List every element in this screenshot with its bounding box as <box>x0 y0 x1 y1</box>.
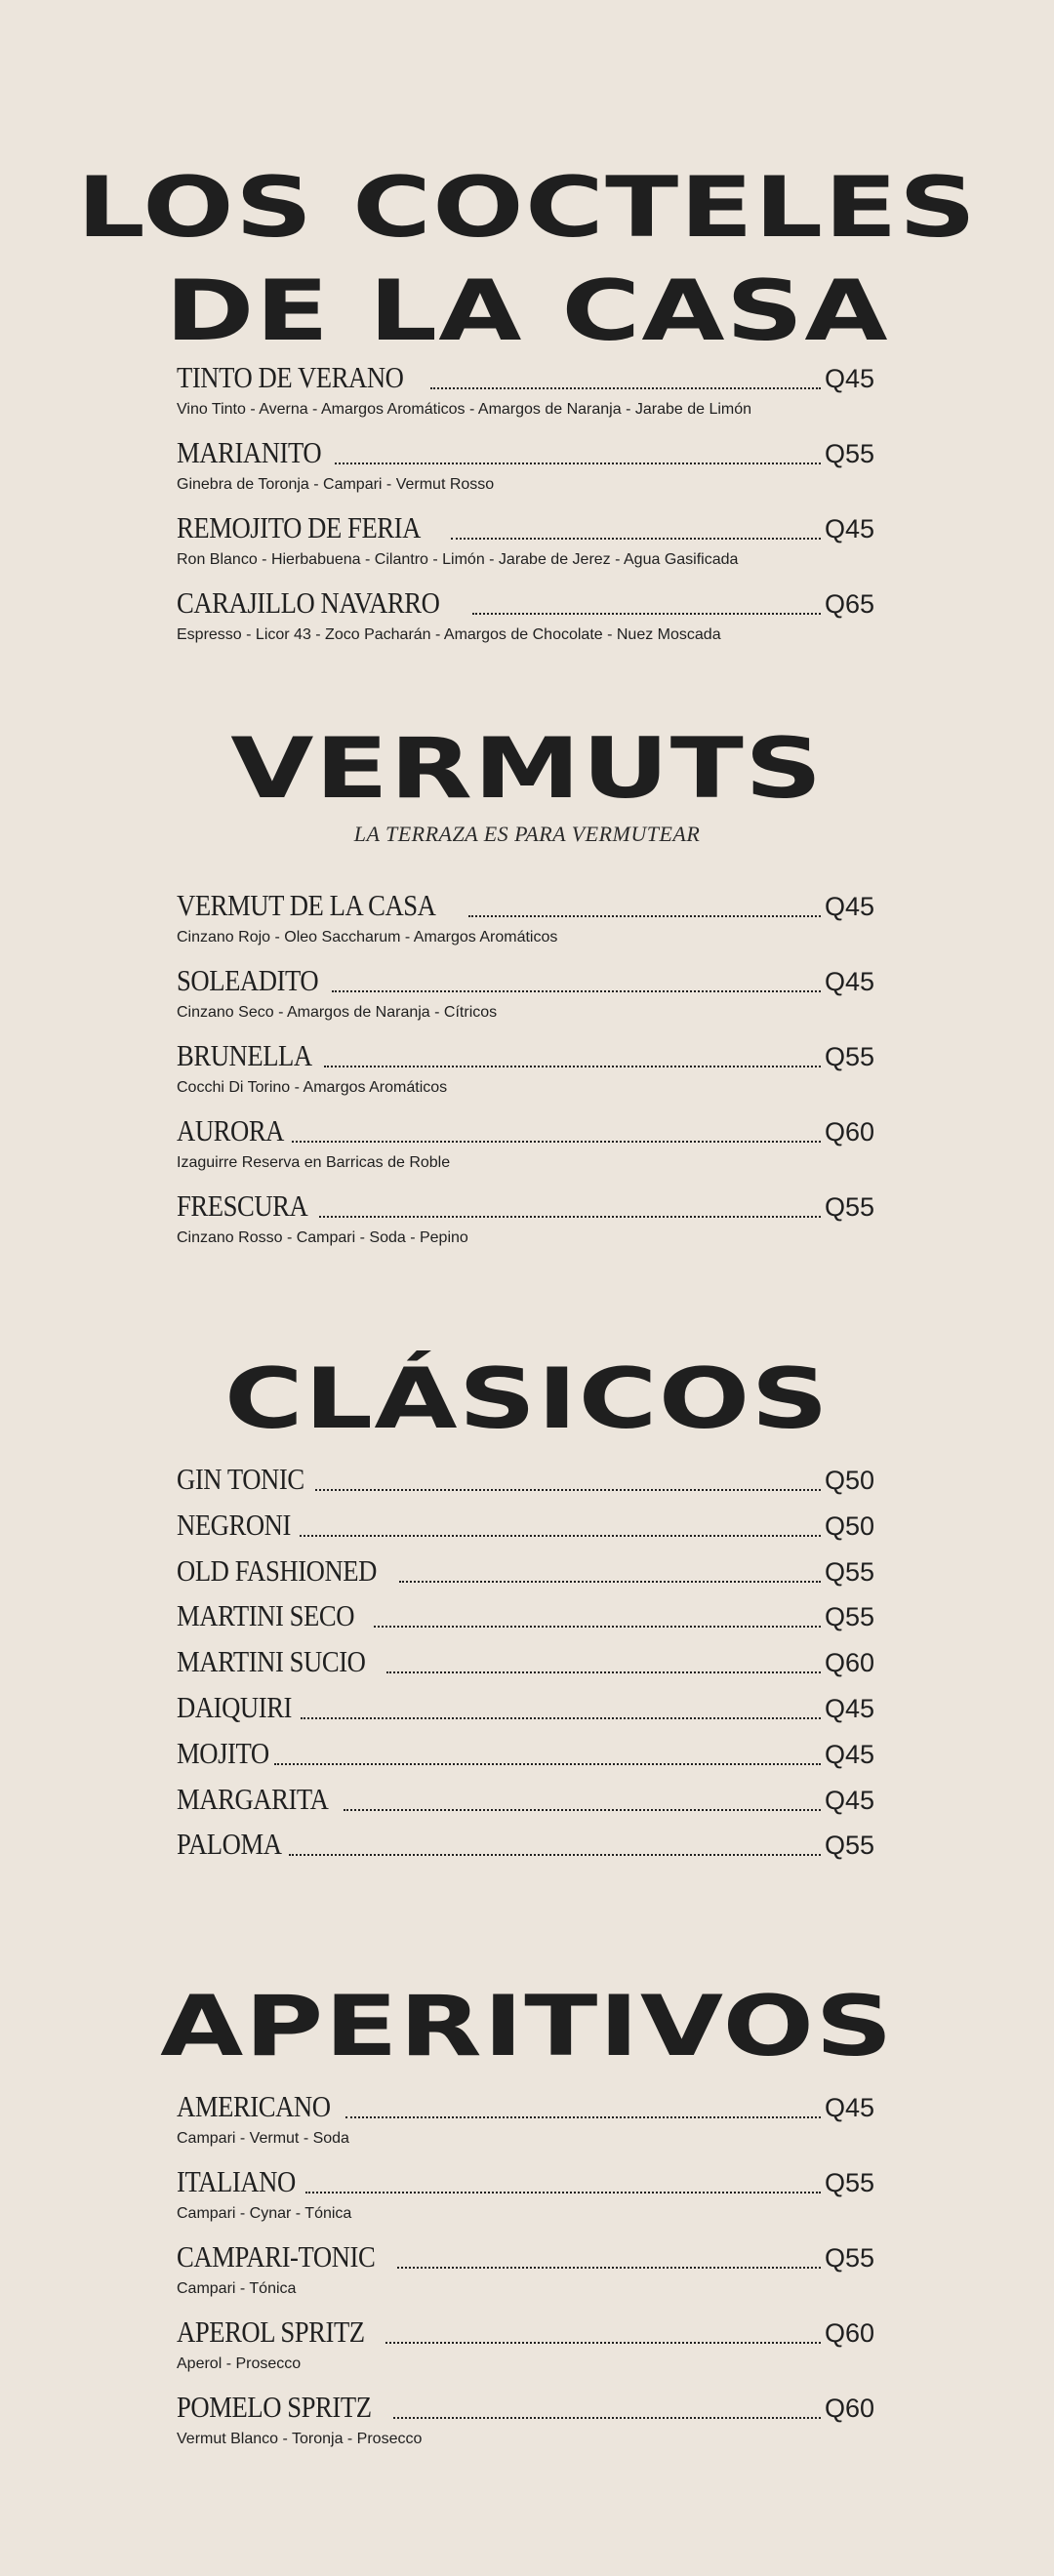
menu-item <box>177 1777 874 1823</box>
item-description: Ron Blanco - Hierbabuena - Cilantro - Limón - Jarabe de Jerez - Agua Gasificada <box>177 551 739 568</box>
item-name: POMELO SPRITZ <box>177 2390 372 2424</box>
item-description: Campari - Cynar - Tónica <box>177 2205 352 2222</box>
item-price: Q45 <box>824 1785 874 1815</box>
dot-leader <box>292 1141 821 1143</box>
dot-leader <box>344 1809 821 1811</box>
item-description: Espresso - Licor 43 - Zoco Pacharán - Amargos de Chocolate - Nuez Moscada <box>177 626 721 643</box>
dot-leader <box>472 613 821 615</box>
item-price: Q60 <box>824 2318 874 2348</box>
section-title <box>0 1350 1054 1448</box>
dot-leader <box>315 1489 821 1491</box>
item-name: GIN TONIC <box>177 1462 304 1496</box>
menu-item <box>177 2385 874 2460</box>
item-description: Aperol - Prosecco <box>177 2355 302 2372</box>
menu-item <box>177 430 874 505</box>
menu-item <box>177 1593 874 1639</box>
section-cocteles-casa <box>0 156 1054 363</box>
dot-leader <box>374 1626 821 1628</box>
menu-item <box>177 505 874 581</box>
item-name: AURORA <box>177 1113 284 1147</box>
section-title <box>0 1978 1054 2075</box>
item-name: MARTINI SECO <box>177 1598 355 1633</box>
section-title <box>0 156 1054 363</box>
item-name: NEGRONI <box>177 1507 291 1542</box>
menu-item <box>177 1549 874 1594</box>
item-price: Q55 <box>824 1831 874 1861</box>
item-name: DAIQUIRI <box>177 1689 292 1724</box>
dot-leader <box>397 2267 821 2269</box>
dot-leader <box>345 2116 821 2118</box>
dot-leader <box>430 387 821 389</box>
item-description: Vermut Blanco - Toronja - Prosecco <box>177 2431 423 2447</box>
item-price: Q60 <box>824 1648 874 1678</box>
item-price: Q45 <box>824 514 874 543</box>
item-price: Q55 <box>824 2168 874 2197</box>
item-price: Q45 <box>824 2093 874 2122</box>
dot-leader <box>399 1581 821 1583</box>
dot-leader <box>332 990 821 992</box>
dot-leader <box>451 538 821 540</box>
item-price: Q45 <box>824 364 874 393</box>
dot-leader <box>289 1854 821 1856</box>
dot-leader <box>305 2192 821 2194</box>
section-clasicos <box>0 1350 1054 1448</box>
section-title-line: DE LA CASA <box>165 262 889 360</box>
item-name: MOJITO <box>177 1735 269 1770</box>
menu-item <box>177 2084 874 2159</box>
item-price: Q55 <box>824 439 874 468</box>
section-title-line: VERMUTS <box>230 720 824 818</box>
item-price: Q45 <box>824 1693 874 1723</box>
item-name: FRESCURA <box>177 1188 308 1223</box>
item-name: PALOMA <box>177 1827 282 1862</box>
item-name: CARAJILLO NAVARRO <box>177 585 440 620</box>
item-price: Q60 <box>824 2394 874 2423</box>
menu-item <box>177 355 874 430</box>
item-price: Q55 <box>824 1556 874 1587</box>
menu-list <box>177 2084 874 2460</box>
section-aperitivos <box>0 1978 1054 2075</box>
item-price: Q45 <box>824 892 874 921</box>
section-subtitle: LA TERRAZA ES PARA VERMUTEAR <box>353 822 701 846</box>
menu-list <box>177 883 874 1259</box>
section-title-line: LOS COCTELES <box>76 159 978 257</box>
item-description: Vino Tinto - Averna - Amargos Aromáticos - Amargos de Naranja - Jarabe de Limón <box>177 401 752 418</box>
item-price: Q55 <box>824 2243 874 2273</box>
menu-item <box>177 2159 874 2234</box>
menu-item <box>177 1184 874 1259</box>
item-price: Q65 <box>824 589 874 619</box>
item-name: ITALIANO <box>177 2164 296 2198</box>
dot-leader <box>393 2417 821 2419</box>
menu-item <box>177 1033 874 1108</box>
item-price: Q50 <box>824 1466 874 1495</box>
item-name: BRUNELLA <box>177 1038 312 1072</box>
item-description: Campari - Vermut - Soda <box>177 2130 349 2147</box>
item-price: Q45 <box>824 967 874 996</box>
dot-leader <box>300 1535 821 1537</box>
dot-leader <box>335 463 821 464</box>
menu-list <box>177 1457 874 1868</box>
menu-item <box>177 1457 874 1503</box>
item-price: Q60 <box>824 1117 874 1147</box>
menu-item <box>177 1685 874 1731</box>
item-name: APEROL SPRITZ <box>177 2314 365 2349</box>
menu-item <box>177 1108 874 1184</box>
menu-item <box>177 1503 874 1549</box>
dot-leader <box>301 1717 821 1719</box>
dot-leader <box>324 1066 821 1067</box>
item-description: Campari - Tónica <box>177 2280 297 2297</box>
menu-item <box>177 1731 874 1777</box>
section-vermuts <box>0 720 1054 847</box>
item-name: MARGARITA <box>177 1781 329 1816</box>
item-name: TINTO DE VERANO <box>177 360 404 394</box>
section-title-line: APERITIVOS <box>160 1978 894 2075</box>
item-name: MARTINI SUCIO <box>177 1644 366 1679</box>
item-description: Cinzano Rojo - Oleo Saccharum - Amargos Aromáticos <box>177 929 558 946</box>
item-name: VERMUT DE LA CASA <box>177 888 436 922</box>
menu-list <box>177 355 874 656</box>
item-price: Q55 <box>824 1602 874 1632</box>
section-title-line: CLÁSICOS <box>223 1350 831 1448</box>
menu-item <box>177 958 874 1033</box>
item-description: Ginebra de Toronja - Campari - Vermut Rosso <box>177 476 495 493</box>
item-name: REMOJITO DE FERIA <box>177 510 421 544</box>
item-name: AMERICANO <box>177 2089 331 2123</box>
menu-item <box>177 2310 874 2385</box>
item-description: Cinzano Rosso - Campari - Soda - Pepino <box>177 1229 468 1246</box>
menu-item <box>177 1822 874 1868</box>
section-title <box>0 720 1054 818</box>
item-name: MARIANITO <box>177 435 322 469</box>
menu-item <box>177 2234 874 2310</box>
item-price: Q50 <box>824 1510 874 1541</box>
item-name: CAMPARI-TONIC <box>177 2239 376 2274</box>
item-name: SOLEADITO <box>177 963 319 997</box>
dot-leader <box>274 1763 821 1765</box>
menu-item <box>177 581 874 656</box>
dot-leader <box>319 1216 821 1218</box>
dot-leader <box>468 915 821 917</box>
item-price: Q45 <box>824 1739 874 1769</box>
menu-item <box>177 1639 874 1685</box>
item-description: Cocchi Di Torino - Amargos Aromáticos <box>177 1079 448 1096</box>
item-name: OLD FASHIONED <box>177 1552 377 1588</box>
item-description: Cinzano Seco - Amargos de Naranja - Cítricos <box>177 1004 498 1021</box>
item-description: Izaguirre Reserva en Barricas de Roble <box>177 1154 451 1171</box>
item-price: Q55 <box>824 1192 874 1222</box>
dot-leader <box>385 2342 821 2344</box>
dot-leader <box>386 1671 821 1673</box>
item-price: Q55 <box>824 1042 874 1071</box>
menu-item <box>177 883 874 958</box>
